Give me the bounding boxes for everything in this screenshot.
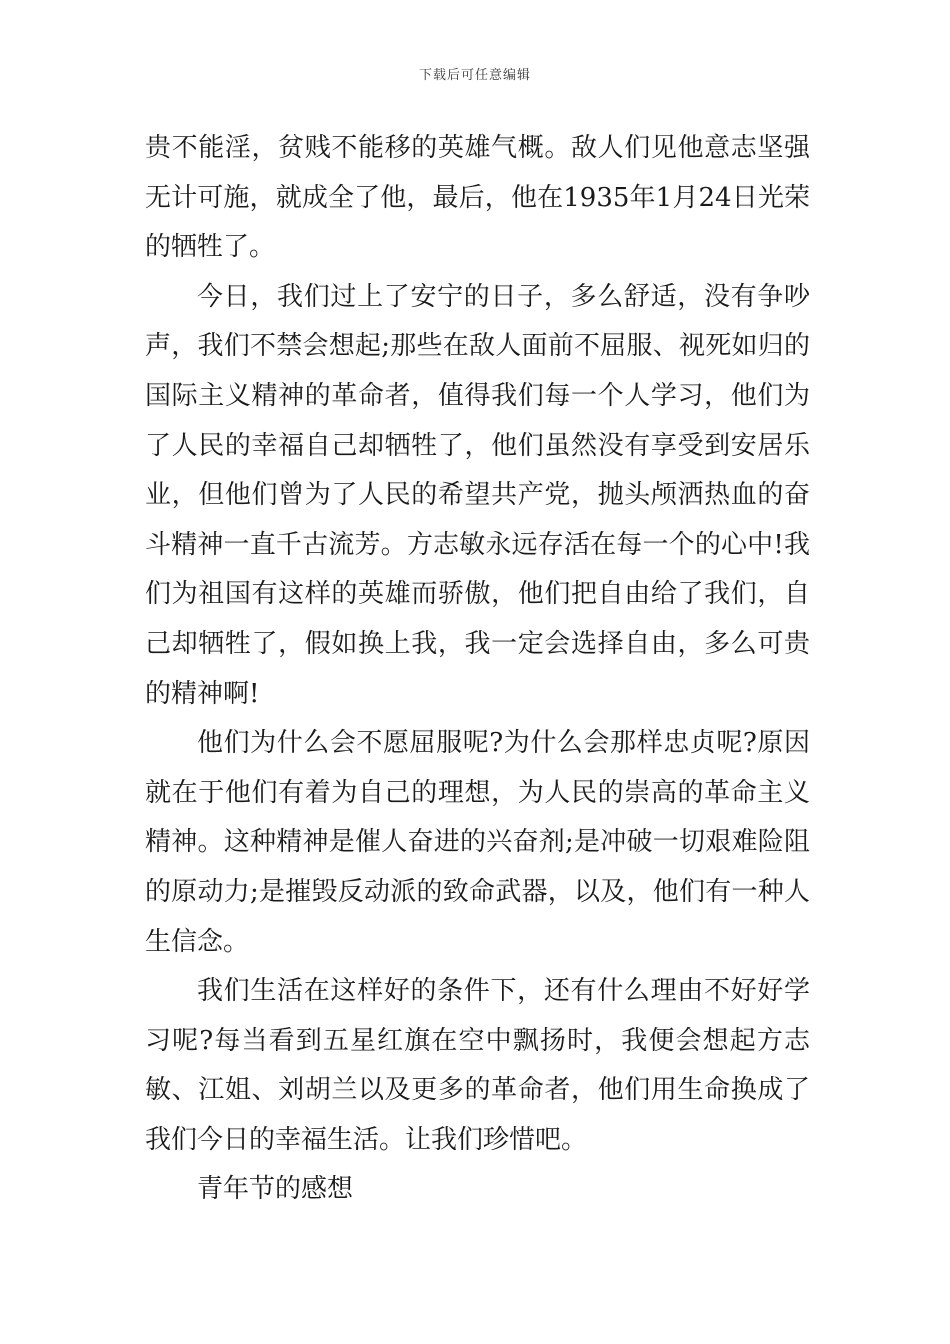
section-title: 青年节的感想	[197, 1174, 354, 1205]
document-body	[145, 124, 810, 1215]
paragraph-continuation: 贵不能淫，贫贱不能移的英雄气概。敌人们见他意志坚强无计可施，就成全了他，最后，他在1935年1月24日光荣的牺牲了。	[145, 133, 810, 263]
paragraph: 他们为什么会不愿屈服呢?为什么会那样忠贞呢?原因就在于他们有着为自己的理想，为人民的崇高的革命主义精神。这种精神是催人奋进的兴奋剂;是冲破一切艰难险阻的原动力;是摧毁反动派的致命武器，以及，他们有一种人生信念。	[145, 728, 810, 957]
page-header: 下载后可任意编辑	[418, 68, 531, 83]
paragraph: 我们生活在这样好的条件下，还有什么理由不好好学习呢?每当看到五星红旗在空中飘扬时，我便会想起方志敏、江姐、刘胡兰以及更多的革命者，他们用生命换成了我们今日的幸福生活。让我们珍惜吧。	[145, 976, 810, 1155]
paragraph: 今日，我们过上了安宁的日子，多么舒适，没有争吵声，我们不禁会想起;那些在敌人面前不屈服、视死如归的国际主义精神的革命者，值得我们每一个人学习，他们为了人民的幸福自己却牺牲了，他们虽然没有享受到安居乐业，但他们曾为了人民的希望共产党，抛头颅洒热血的奋斗精神一直千古流芳。方志敏永远存活在每一个的心中!我们为祖国有这样的英雄而骄傲，他们把自由给了我们，自己却牺牲了，假如换上我，我一定会选择自由，多么可贵的精神啊!	[145, 281, 810, 709]
